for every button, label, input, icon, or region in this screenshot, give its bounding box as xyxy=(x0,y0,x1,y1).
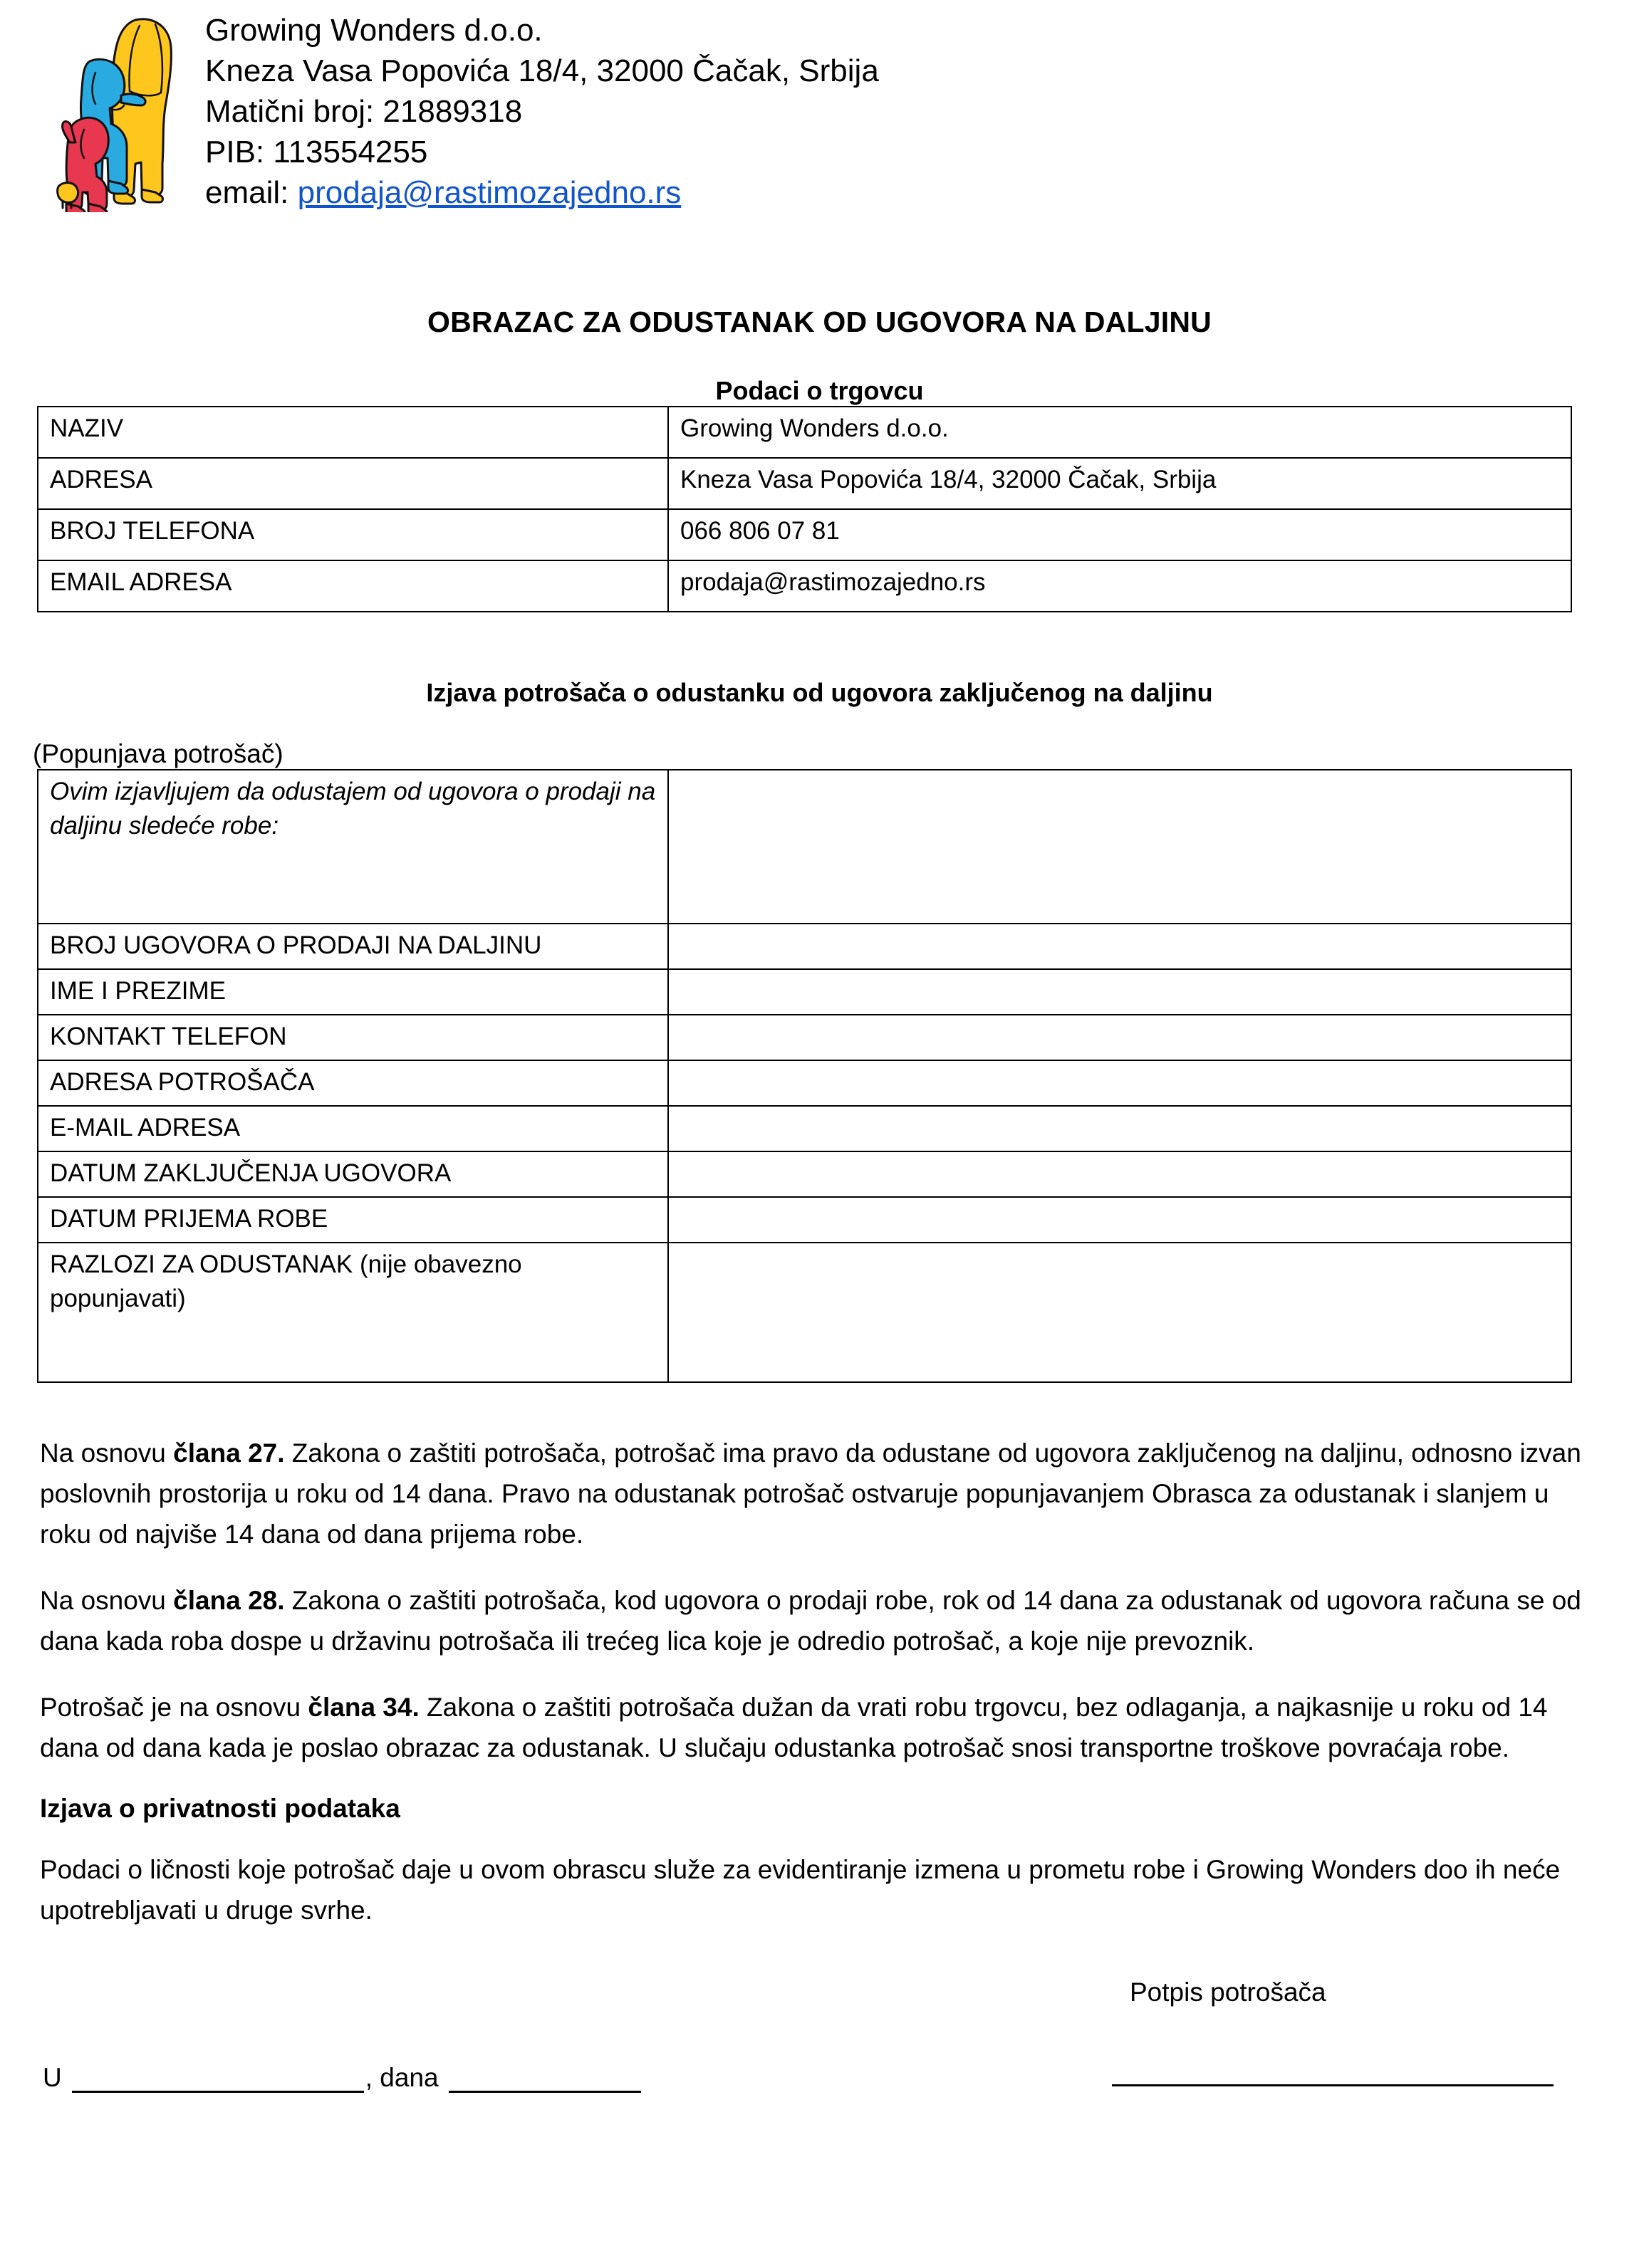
table-row xyxy=(38,560,1571,612)
privacy-statement-text: Podaci o ličnosti koje potrošač daje u ovom obrascu služe za evidentiranje izmena u prometu robe i Growing Wonders doo ih neće upotrebljavati u druge svrhe. xyxy=(40,1855,1561,1925)
table-row xyxy=(38,1015,1571,1060)
page-title: OBRAZAC ZA ODUSTANAK OD UGOVORA NA DALJINU xyxy=(427,305,1212,338)
email-label: email: xyxy=(205,175,298,210)
p3-article-ref: člana 34. xyxy=(308,1693,420,1722)
email-link[interactable]: prodaja@rastimozajedno.rs xyxy=(297,175,682,210)
place-and-date-line xyxy=(43,2063,641,2093)
company-registration-line: Matični broj: 21889318 xyxy=(205,94,523,129)
table-row xyxy=(38,509,1571,560)
merchant-section-title: Podaci o trgovcu xyxy=(715,376,924,405)
consumer-statement-input[interactable] xyxy=(668,770,1571,924)
merchant-value-telefon: 066 806 07 81 xyxy=(668,509,1571,560)
merchant-label-adresa: ADRESA xyxy=(38,458,668,509)
privacy-statement-heading: Izjava o privatnosti podataka xyxy=(40,1794,400,1823)
consumer-label-datum-zakljucenja: DATUM ZAKLJUČENJA UGOVORA xyxy=(38,1151,668,1197)
fill-instruction: (Popunjava potrošač) xyxy=(33,739,283,768)
consumer-form-table xyxy=(37,769,1572,1383)
table-row xyxy=(38,1197,1571,1243)
company-pib-line: PIB: 113554255 xyxy=(205,135,428,169)
company-email-line xyxy=(205,172,879,213)
merchant-value-email: prodaja@rastimozajedno.rs xyxy=(668,560,1571,612)
consumer-input-razlozi[interactable] xyxy=(668,1243,1571,1382)
p3-pre: Potrošač je na osnovu xyxy=(40,1693,308,1722)
p2-pre: Na osnovu xyxy=(40,1586,174,1615)
signature-area xyxy=(40,1977,1602,2148)
consumer-input-adresa[interactable] xyxy=(668,1060,1571,1106)
consumer-input-email[interactable] xyxy=(668,1106,1571,1151)
legal-paragraph-article-28 xyxy=(40,1580,1602,1661)
consumer-input-datum-prijema[interactable] xyxy=(668,1197,1571,1243)
consumer-label-adresa: ADRESA POTROŠAČA xyxy=(38,1060,668,1106)
letterhead-text-block xyxy=(205,6,879,213)
merchant-value-adresa: Kneza Vasa Popovića 18/4, 32000 Čačak, Srbija xyxy=(668,458,1571,509)
legal-paragraph-article-27 xyxy=(40,1433,1602,1554)
consumer-label-email: E-MAIL ADRESA xyxy=(38,1106,668,1151)
p3-post: Zakona o zaštiti potrošača dužan da vrati robu trgovcu, bez odlaganja, a najkasnije u roku od 14 dana od dana kada je poslao obrazac za odustanak. U slučaju odustanka potrošač snosi transportne troškove povraćaja robe. xyxy=(40,1693,1548,1762)
p1-pre: Na osnovu xyxy=(40,1438,174,1468)
merchant-label-telefon: BROJ TELEFONA xyxy=(38,509,668,560)
table-row xyxy=(38,458,1571,509)
legal-paragraph-article-34 xyxy=(40,1687,1602,1768)
consumer-input-datum-zakljucenja[interactable] xyxy=(668,1151,1571,1197)
consumer-input-ime-prezime[interactable] xyxy=(668,969,1571,1015)
table-row xyxy=(38,1060,1571,1106)
consumer-signature-label: Potpis potrošača xyxy=(1130,1977,1326,2007)
legal-text-block xyxy=(40,1433,1602,2148)
p1-article-ref: člana 27. xyxy=(173,1438,285,1468)
table-row xyxy=(38,770,1571,924)
letterhead xyxy=(0,0,1639,213)
merchant-label-email: EMAIL ADRESA xyxy=(38,560,668,612)
date-prefix-label: , dana xyxy=(365,2063,439,2092)
company-logo-icon xyxy=(56,6,198,212)
table-row xyxy=(38,924,1571,969)
p2-post: Zakona o zaštiti potrošača, kod ugovora o prodaji robe, rok od 14 dana za odustanak od ugovora računa se od dana kada roba dospe u državinu potrošača ili trećeg lica koje je odredio potrošač, a koje nije prevoznik. xyxy=(40,1586,1581,1656)
consumer-signature-line[interactable] xyxy=(1112,2084,1554,2086)
consumer-input-kontakt-telefon[interactable] xyxy=(668,1015,1571,1060)
consumer-label-kontakt-telefon: KONTAKT TELEFON xyxy=(38,1015,668,1060)
merchant-label-naziv: NAZIV xyxy=(38,407,668,458)
consumer-label-razlozi: RAZLOZI ZA ODUSTANAK (nije obavezno popunjavati) xyxy=(38,1243,668,1382)
place-prefix-label: U xyxy=(43,2063,62,2092)
consumer-label-ime-prezime: IME I PREZIME xyxy=(38,969,668,1015)
table-row xyxy=(38,1151,1571,1197)
table-row xyxy=(38,1106,1571,1151)
place-input-line[interactable] xyxy=(72,2069,364,2093)
consumer-section-title: Izjava potrošača o odustanku od ugovora zaključenog na daljinu xyxy=(426,678,1213,707)
table-row xyxy=(38,1243,1571,1382)
consumer-label-datum-prijema: DATUM PRIJEMA ROBE xyxy=(38,1197,668,1243)
consumer-label-broj-ugovora: BROJ UGOVORA O PRODAJI NA DALJINU xyxy=(38,924,668,969)
table-row xyxy=(38,407,1571,458)
company-name-line: Growing Wonders d.o.o. xyxy=(205,13,543,48)
date-input-line[interactable] xyxy=(449,2069,641,2093)
merchant-value-naziv: Growing Wonders d.o.o. xyxy=(668,407,1571,458)
consumer-input-broj-ugovora[interactable] xyxy=(668,924,1571,969)
p2-article-ref: člana 28. xyxy=(173,1586,285,1615)
consumer-statement-label: Ovim izjavljujem da odustajem od ugovora o prodaji na daljinu sledeće robe: xyxy=(38,770,668,924)
merchant-data-table xyxy=(37,406,1572,612)
company-address-line: Kneza Vasa Popovića 18/4, 32000 Čačak, Srbija xyxy=(205,53,879,88)
p1-post: Zakona o zaštiti potrošača, potrošač ima pravo da odustane od ugovora zaključenog na daljinu, odnosno izvan poslovnih prostorija u roku od 14 dana. Pravo na odustanak potrošač ostvaruje popunjavanjem Obrasca za odustanak i slanjem u roku od najviše 14 dana od dana prijema robe. xyxy=(40,1438,1581,1549)
table-row xyxy=(38,969,1571,1015)
